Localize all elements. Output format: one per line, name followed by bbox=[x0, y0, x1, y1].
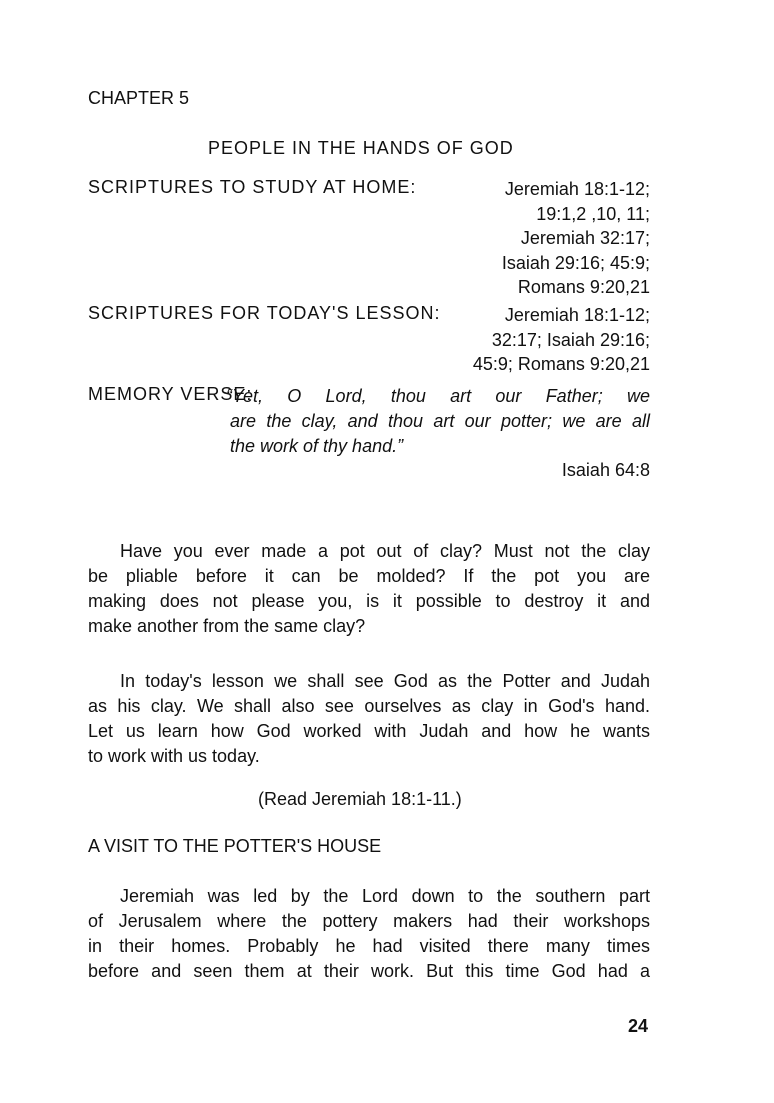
text-line: Have you ever made a pot out of clay? Must not the clay bbox=[120, 541, 650, 561]
read-note: (Read Jeremiah 18:1-11.) bbox=[258, 789, 462, 809]
text-line: In today's lesson we shall see God as the Potter and Judah bbox=[120, 671, 650, 691]
todays-lesson-label: SCRIPTURES FOR TODAY'S LESSON: bbox=[88, 303, 441, 323]
section-heading: A VISIT TO THE POTTER'S HOUSE bbox=[88, 836, 382, 856]
paragraph bbox=[88, 884, 650, 984]
text-line: Jeremiah was led by the Lord down to the southern part bbox=[120, 886, 650, 906]
verse-line: the work of thy hand.” bbox=[230, 436, 404, 456]
text-line: before and seen them at their work. But this time God had a bbox=[88, 961, 650, 981]
scripture-ref: Jeremiah 18:1-12; bbox=[504, 179, 650, 199]
verse-line: are the clay, and thou art our potter; we are all bbox=[230, 411, 650, 431]
chapter-title: PEOPLE IN THE HANDS OF GOD bbox=[208, 138, 514, 158]
scripture-ref: 19:1,2 ,10, 11; bbox=[536, 203, 650, 224]
study-home-label: SCRIPTURES TO STUDY AT HOME: bbox=[88, 177, 417, 197]
text-line: be pliable before it can be molded? If the pot you are bbox=[88, 566, 650, 586]
paragraph bbox=[88, 669, 650, 769]
memory-verse-reference: Isaiah 64:8 bbox=[561, 460, 650, 480]
text-line: of Jerusalem where the pottery makers had their workshops bbox=[88, 911, 650, 931]
todays-lesson-refs bbox=[473, 303, 650, 377]
paragraph bbox=[88, 539, 650, 639]
text-line: in their homes. Probably he had visited there many times bbox=[88, 936, 650, 956]
text-line: as his clay. We shall also see ourselves as clay in God's hand. bbox=[88, 696, 650, 716]
page-number: 24 bbox=[628, 1016, 649, 1036]
memory-verse-text bbox=[226, 384, 650, 459]
scripture-ref: Jeremiah 18:1-12; bbox=[504, 305, 650, 325]
scripture-ref: Romans 9:20,21 bbox=[517, 277, 650, 297]
scripture-ref: 45:9; Romans 9:20,21 bbox=[472, 354, 650, 374]
text-line: to work with us today. bbox=[88, 746, 260, 766]
chapter-label: CHAPTER 5 bbox=[88, 88, 190, 108]
scripture-ref: 32:17; Isaiah 29:16; bbox=[491, 329, 650, 350]
scripture-ref: Jeremiah 32:17; bbox=[520, 228, 650, 248]
verse-line: “Yet, O Lord, thou art our Father; we bbox=[226, 386, 650, 406]
study-home-refs bbox=[502, 177, 650, 300]
text-line: Let us learn how God worked with Judah and how he wants bbox=[88, 721, 650, 741]
scripture-ref: Isaiah 29:16; 45:9; bbox=[501, 252, 650, 273]
text-line: make another from the same clay? bbox=[88, 616, 366, 636]
memory-verse-label: MEMORY VERSE: bbox=[88, 384, 253, 404]
text-line: making does not please you, is it possible to destroy it and bbox=[88, 591, 650, 611]
